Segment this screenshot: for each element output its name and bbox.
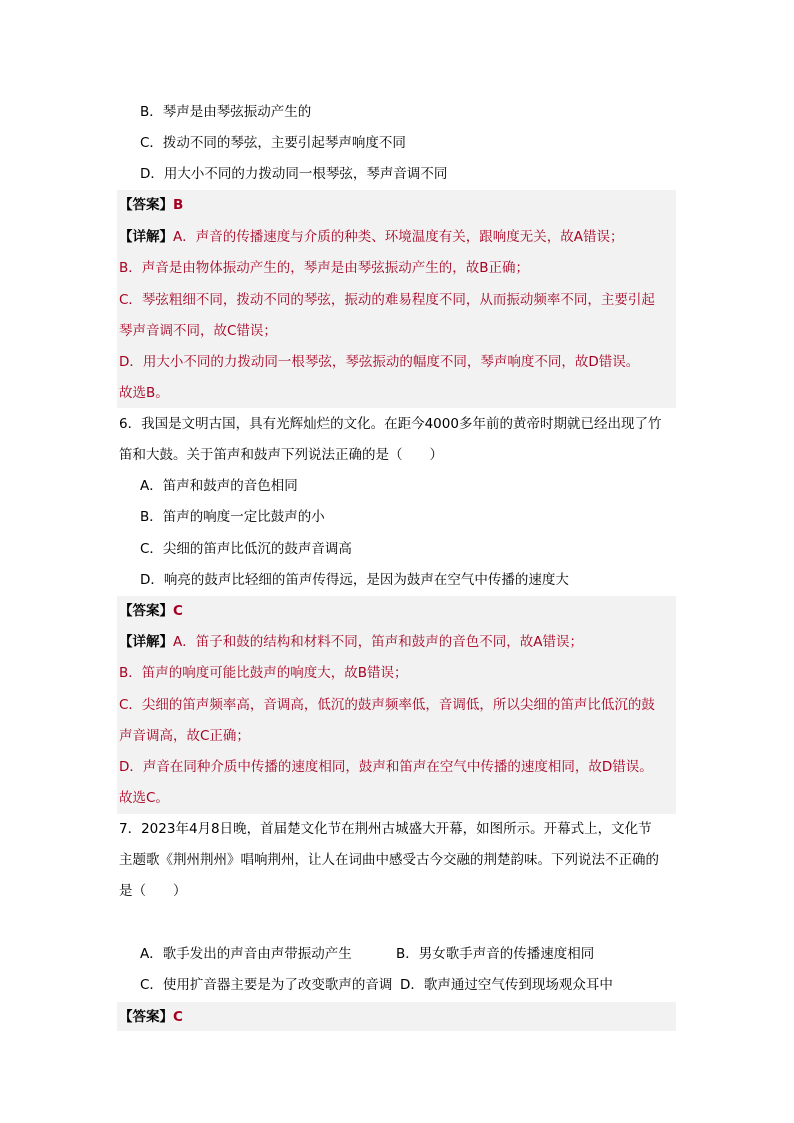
q6-detail-line: C．尖细的笛声频率高，音调高，低沉的鼓声频率低，音调低，所以尖细的笛声比低沉的鼓 bbox=[119, 697, 655, 713]
q5-detail-line: 故选B。 bbox=[119, 385, 169, 401]
q5-detail-line: C．琴弦粗细不同，拨动不同的琴弦，振动的难易程度不同，从而振动频率不同，主要引起 bbox=[119, 292, 655, 308]
q5-option-b: B．琴声是由琴弦振动产生的 bbox=[140, 104, 312, 120]
q5-detail-line: B．声音是由物体振动产生的，琴声是由琴弦振动产生的，故B正确； bbox=[119, 260, 530, 276]
detail-text: A．声音的传播速度与介质的种类、环境温度有关，跟响度无关，故A错误； bbox=[173, 229, 624, 245]
q5-option-c: C．拨动不同的琴弦，主要引起琴声响度不同 bbox=[140, 135, 406, 151]
q6-option-d: D．响亮的鼓声比轻细的笛声传得远，是因为鼓声在空气中传播的速度大 bbox=[140, 572, 569, 588]
q6-option-b: B．笛声的响度一定比鼓声的小 bbox=[140, 509, 325, 525]
answer-tag: 【答案】 bbox=[119, 603, 173, 619]
q5-detail-line: D．用大小不同的力拨动同一根琴弦，琴弦振动的幅度不同，琴声响度不同，故D错误。 bbox=[119, 354, 640, 370]
q7-stem-line: 7．2023年4月8日晚，首届楚文化节在荆州古城盛大开幕，如图所示。开幕式上，文化节 bbox=[119, 821, 652, 837]
q7-option-c: C．使用扩音器主要是为了改变歌声的音调 bbox=[140, 977, 393, 993]
q6-detail-line: B．笛声的响度可能比鼓声的响度大，故B错误； bbox=[119, 665, 408, 681]
answer-value: C bbox=[173, 1009, 183, 1025]
q6-detail-line: 故选C。 bbox=[119, 790, 169, 806]
q7-option-d: D．歌声通过空气传到现场观众耳中 bbox=[400, 977, 613, 993]
q7-option-a: A．歌手发出的声音由声带振动产生 bbox=[140, 946, 352, 962]
detail-tag: 【详解】 bbox=[119, 634, 173, 650]
q7-stem-line: 是（ ） bbox=[119, 883, 187, 899]
q7-solution-panel bbox=[117, 1002, 676, 1031]
answer-tag: 【答案】 bbox=[119, 197, 173, 213]
q6-detail-line: 声音调高，故C正确； bbox=[119, 728, 250, 744]
q6-option-a: A．笛声和鼓声的音色相同 bbox=[140, 478, 298, 494]
q6-stem-line: 6．我国是文明古国，具有光辉灿烂的文化。在距今4000多年前的黄帝时期就已经出现了竹 bbox=[119, 416, 662, 432]
q7-stem-line: 主题歌《荆州荆州》唱响荆州，让人在词曲中感受古今交融的荆楚韵味。下列说法不正确的 bbox=[119, 852, 659, 868]
detail-text: A．笛子和鼓的结构和材料不同，笛声和鼓声的音色不同，故A错误； bbox=[173, 634, 583, 650]
q6-detail-line: D．声音在同种介质中传播的速度相同，鼓声和笛声在空气中传播的速度相同，故D错误。 bbox=[119, 759, 653, 775]
answer-tag: 【答案】 bbox=[119, 1009, 173, 1025]
answer-value: C bbox=[173, 603, 183, 619]
q7-option-b: B．男女歌手声音的传播速度相同 bbox=[396, 946, 595, 962]
q6-detail-first bbox=[119, 632, 583, 652]
q5-detail-first bbox=[119, 227, 623, 247]
q6-stem-line: 笛和大鼓。关于笛声和鼓声下列说法正确的是（ ） bbox=[119, 447, 443, 463]
q5-option-d: D．用大小不同的力拨动同一根琴弦，琴声音调不同 bbox=[140, 166, 448, 182]
answer-value: B bbox=[173, 197, 184, 213]
q6-option-c: C．尖细的笛声比低沉的鼓声音调高 bbox=[140, 541, 352, 557]
q6-answer bbox=[119, 601, 183, 621]
q7-answer bbox=[119, 1007, 183, 1027]
detail-tag: 【详解】 bbox=[119, 229, 173, 245]
q5-answer bbox=[119, 195, 183, 215]
q5-detail-line: 琴声音调不同，故C错误； bbox=[119, 323, 277, 339]
